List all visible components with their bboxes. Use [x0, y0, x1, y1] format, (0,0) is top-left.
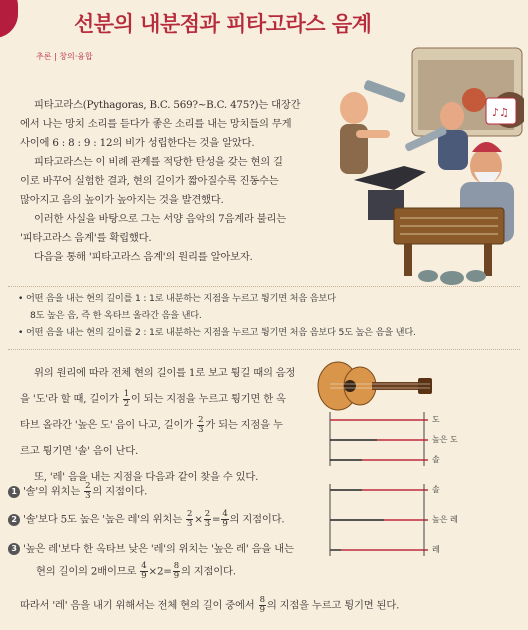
fraction-numerator: 8: [259, 595, 265, 605]
fraction-numerator: 2: [198, 414, 204, 425]
intro-line: 다음을 통해 '피타고라스 음계'의 원리를 알아보자.: [34, 251, 253, 263]
step-text: '솔'의 위치는: [23, 485, 84, 498]
category-tag: 추론 | 창의·융합: [36, 52, 93, 61]
step-3: [8, 540, 294, 555]
step-3-continued: [36, 562, 236, 581]
operator: ×: [194, 513, 203, 526]
fraction: [140, 562, 147, 581]
intro-line: 피타고라스는 이 비례 관계를 적당한 탄성을 갖는 현의 길: [34, 156, 283, 168]
string-label: 높은 도: [432, 435, 458, 444]
fraction-numerator: 2: [85, 481, 91, 491]
operator: ×2=: [148, 565, 172, 578]
body-line: [20, 386, 320, 412]
fraction-denominator: 3: [187, 519, 193, 529]
corner-tab: [0, 0, 18, 38]
body-text: 가 되는 지점을 누: [205, 419, 283, 431]
principle-item: • 어떤 음을 내는 현의 길이를 1 : 1로 내분하는 지점을 누르고 튕기면 처음 음보다: [18, 293, 336, 304]
fraction-denominator: 9: [259, 605, 265, 615]
step-2: [8, 510, 284, 529]
fraction: [221, 510, 228, 529]
string-label: 솔: [432, 485, 440, 494]
string-label: 높은 레: [432, 515, 458, 524]
conclusion-text: 따라서 '레' 음을 내기 위해서는 전체 현의 길이 중에서: [20, 599, 258, 612]
step-text: '솔'보다 5도 높은 '높은 레'의 위치는: [23, 513, 186, 526]
operator: =: [211, 513, 221, 526]
conclusion: [20, 596, 399, 615]
principle-item: 8도 높은 음, 즉 한 옥타브 올라간 음을 낸다.: [30, 310, 202, 321]
intro-line: 이러한 사실을 바탕으로 그는 서양 음악의 7음계라 불리는: [34, 213, 287, 225]
intro-line: 많아지고 음의 높이가 높아지는 것을 발견했다.: [20, 194, 224, 206]
intro-line: 에서 나는 망치 소리를 듣다가 좋은 소리를 내는 망치들의 무게: [20, 118, 292, 130]
body-text: 을 '도'라 할 때, 길이가: [20, 393, 122, 405]
step-text: 의 지점이다.: [180, 565, 236, 578]
conclusion-text: 의 지점을 누르고 튕기면 된다.: [266, 599, 400, 612]
string-label: 레: [432, 545, 440, 554]
step-text: 현의 길이의 2배이므로: [36, 565, 140, 578]
intro-line: 피타고라스(Pythagoras, B.C. 569?~B.C. 475?)는 대장간: [34, 99, 301, 111]
fraction: [259, 596, 266, 615]
fraction-numerator: 4: [222, 509, 228, 519]
svg-text:♪♫: ♪♫: [492, 106, 509, 119]
fraction-numerator: 4: [141, 561, 147, 571]
body-text: 타브 올라간 '높은 도' 음이 나고, 길이가: [20, 419, 197, 431]
fraction: [173, 562, 180, 581]
step-number-badge: 3: [8, 543, 20, 555]
fraction-numerator: 2: [204, 509, 210, 519]
step-1: [8, 482, 147, 501]
fraction-denominator: 2: [123, 398, 129, 409]
intro-line: 사이에 6 : 8 : 9 : 12의 비가 성립한다는 것을 알았다.: [20, 137, 255, 149]
step-number-badge: 1: [8, 486, 20, 498]
body-line: [20, 412, 320, 438]
blacksmith-illustration: [334, 40, 524, 290]
fraction: [197, 416, 204, 435]
fraction: [123, 390, 130, 409]
fraction-denominator: 9: [173, 571, 179, 581]
fraction-denominator: 3: [198, 424, 204, 435]
page-title: 선분의 내분점과 피타고라스 음계: [74, 12, 372, 36]
principle-list: [18, 290, 524, 341]
fraction-denominator: 9: [222, 519, 228, 529]
guitar-illustration: [316, 356, 432, 414]
body-line: 르고 튕기면 '솔' 음이 난다.: [20, 445, 139, 457]
body-text: 이 되는 지점을 누르고 튕기면 한 옥: [130, 393, 286, 405]
fraction-numerator: 2: [187, 509, 193, 519]
intro-line: 이로 바꾸어 실험한 결과, 현의 길이가 짧아질수록 진동수는: [20, 175, 279, 187]
string-diagram: [324, 408, 434, 568]
fraction: [186, 510, 193, 529]
fraction-denominator: 3: [204, 519, 210, 529]
intro-line: '피타고라스 음계'를 확립했다.: [20, 232, 152, 244]
step-text: 의 지점이다.: [92, 485, 148, 498]
fraction: [84, 482, 91, 501]
fraction-numerator: 1: [123, 388, 129, 399]
string-label: 도: [432, 415, 440, 424]
string-label: 솔: [432, 455, 440, 464]
fraction-denominator: 9: [141, 571, 147, 581]
fraction-denominator: 3: [85, 491, 91, 501]
body-line: 또, '레' 음을 내는 지점을 다음과 같이 찾을 수 있다.: [34, 471, 259, 483]
fraction: [204, 510, 211, 529]
step-number-badge: 2: [8, 514, 20, 526]
intro-paragraph: [20, 96, 320, 267]
principle-item: • 어떤 음을 내는 현의 길이를 2 : 1로 내분하는 지점을 누르고 튕기면 처음 음보다 5도 높은 음을 낸다.: [18, 327, 416, 338]
body-paragraph: [20, 360, 320, 490]
step-text: '높은 레'보다 한 옥타브 낮은 '레'의 위치는 '높은 레' 음을 내는: [23, 543, 294, 555]
step-text: 의 지점이다.: [229, 513, 285, 526]
fraction-numerator: 8: [173, 561, 179, 571]
body-line: 위의 원리에 따라 전체 현의 길이를 1로 보고 튕길 때의 음정: [34, 367, 296, 379]
